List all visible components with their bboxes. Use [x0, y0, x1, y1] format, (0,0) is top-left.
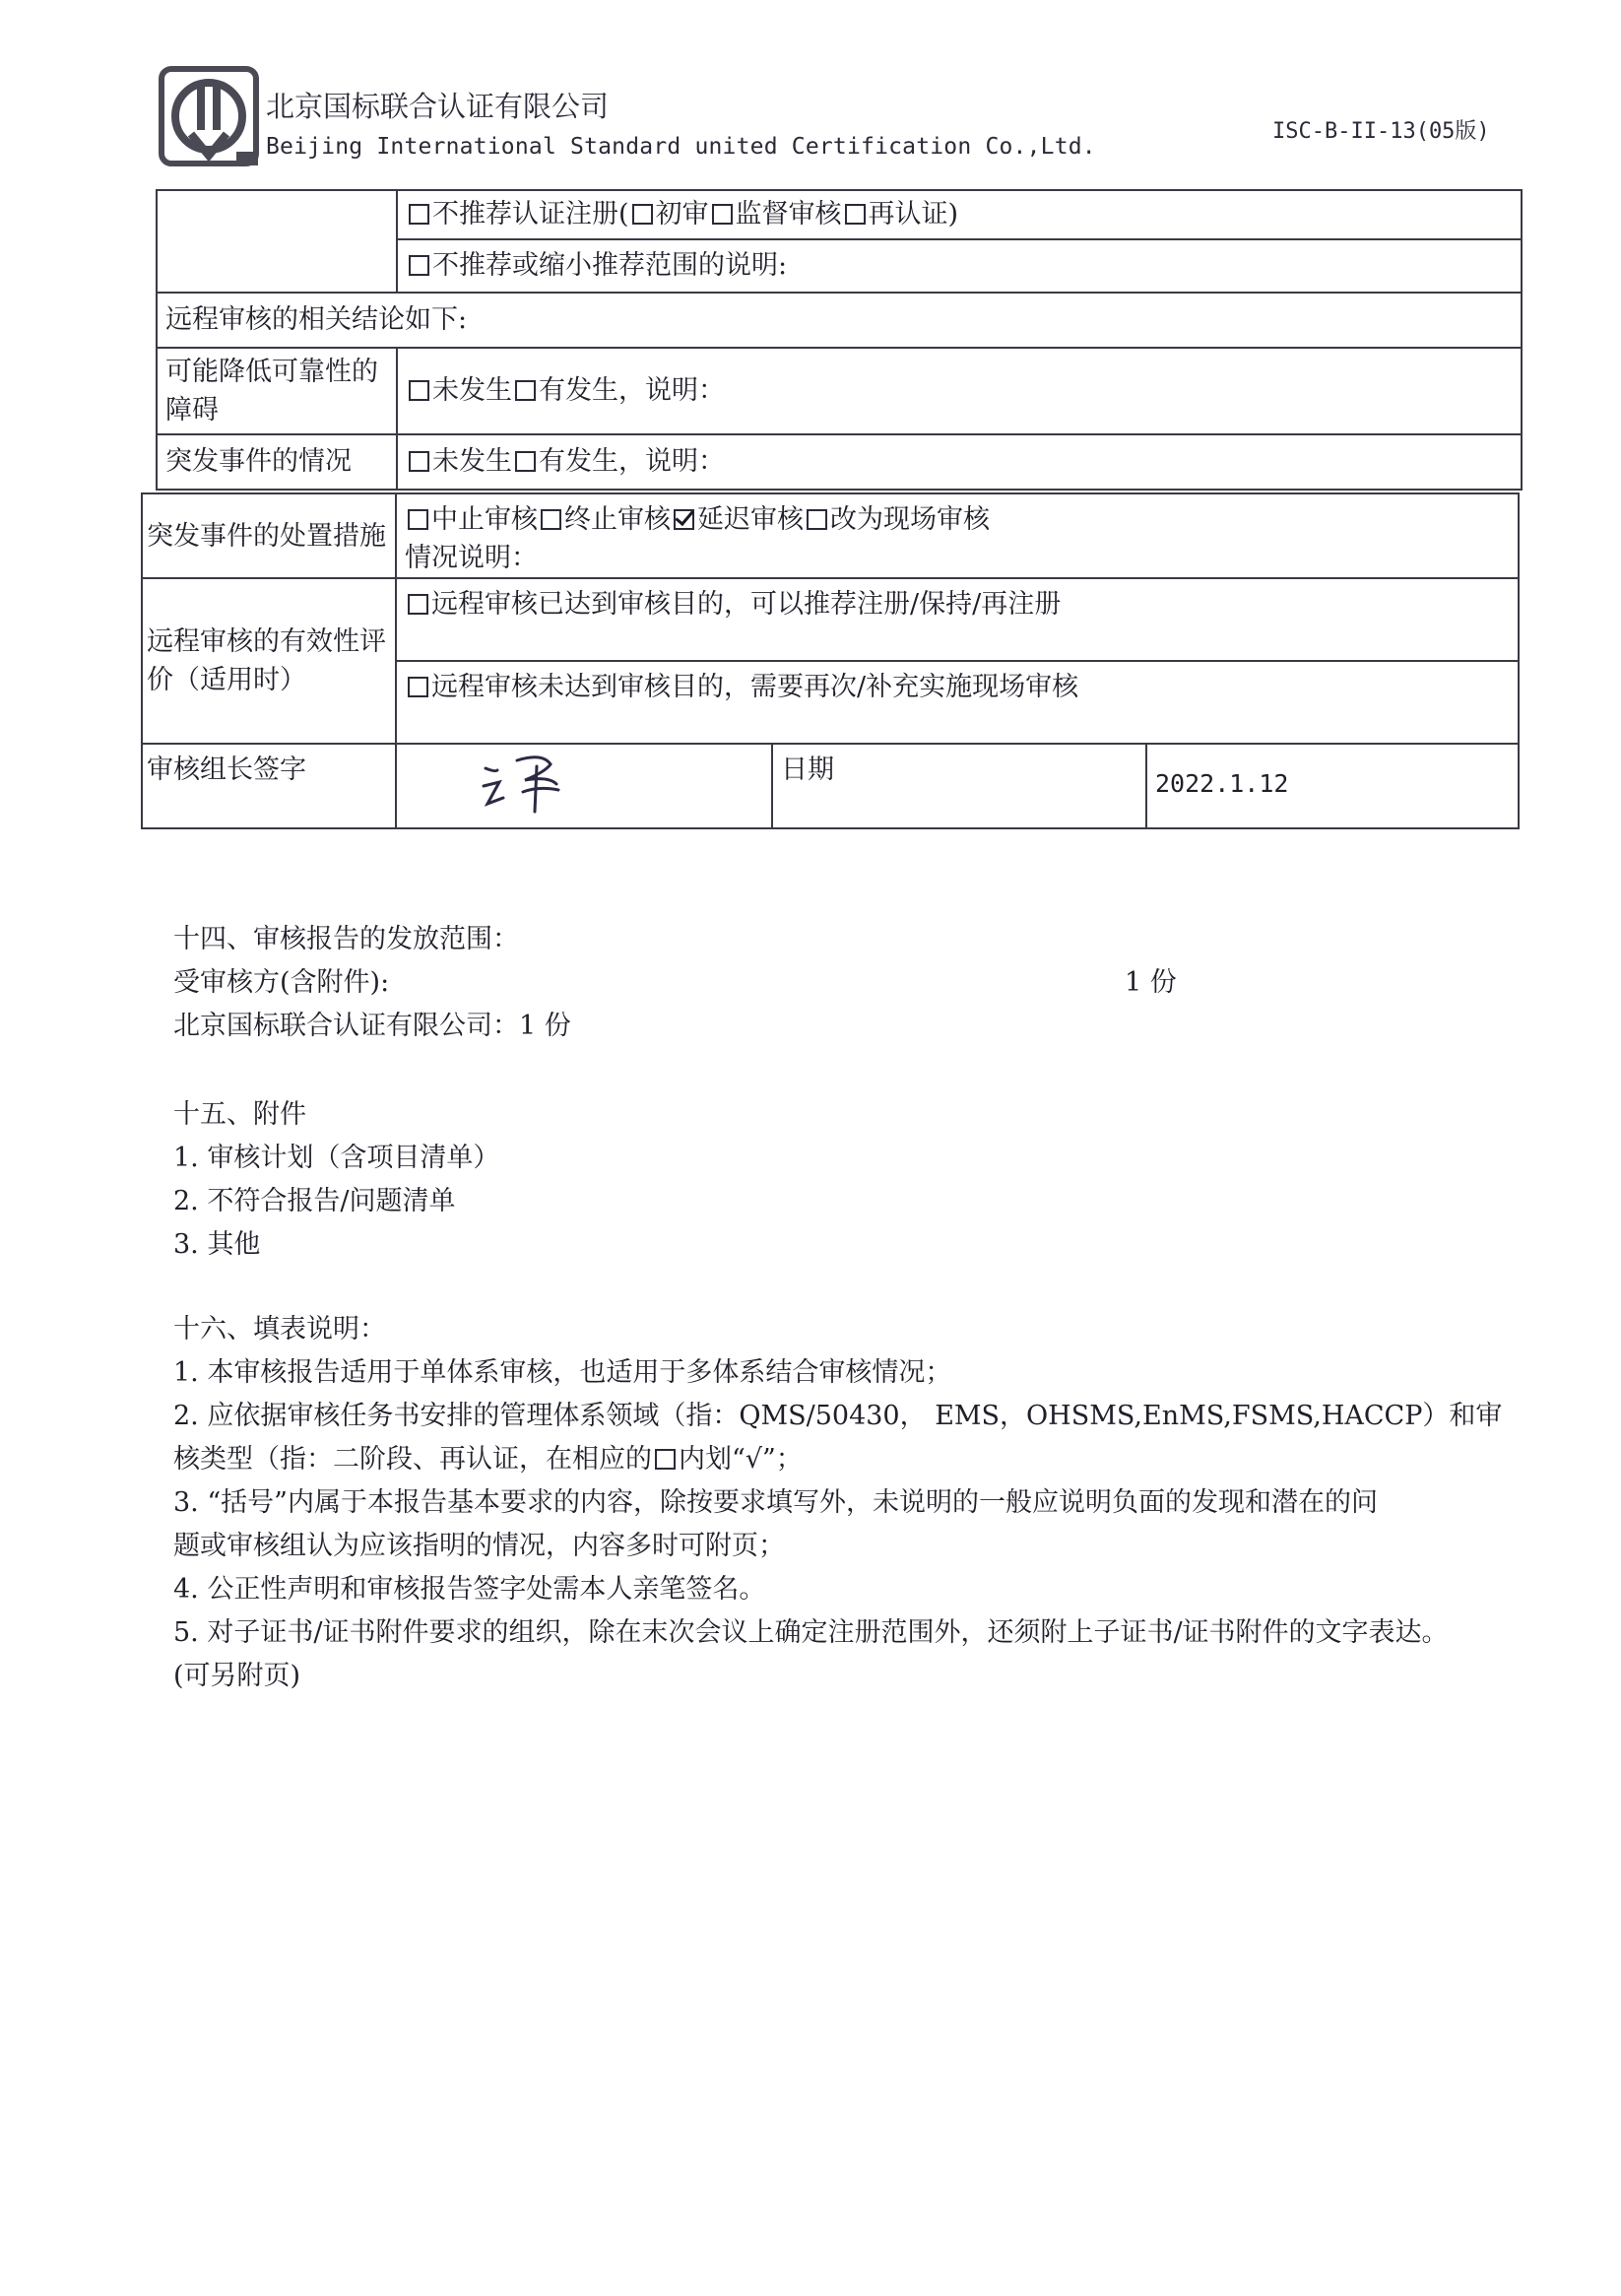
checkbox-icon[interactable] [515, 451, 536, 472]
obstacle-label: 可能降低可靠性的障碍 [157, 348, 397, 434]
emergency-options [397, 434, 1522, 490]
recommendation-table [156, 189, 1523, 491]
instruction-line: 2. 应依据审核任务书安排的管理体系领域（指：QMS/50430， EMS，OHSMS,EnMS,FSMS,HACCP）和审 [173, 1401, 1503, 1431]
checkbox-icon[interactable] [515, 380, 536, 401]
table-row [157, 190, 1522, 239]
section-15-title: 十五、附件 [173, 1099, 306, 1130]
table-row [142, 578, 1519, 661]
instruction-line [173, 1438, 1502, 1481]
distribution-line [173, 961, 1177, 1005]
checkbox-icon[interactable] [541, 509, 561, 530]
instruction-text: 核类型（指：二阶段、再认证，在相应的 [173, 1444, 652, 1475]
option-surveillance-audit: 监督审核 [735, 199, 842, 230]
validity-label: 远程审核的有效性评价（适用时） [142, 578, 396, 744]
table-row [157, 434, 1522, 490]
option-onsite-audit: 改为现场审核 [830, 504, 990, 535]
company-copies: 北京国标联合认证有限公司：1 份 [173, 1011, 571, 1041]
not-recommend-label: 不推荐认证注册( [432, 199, 629, 230]
option-initial-audit: 初审 [655, 199, 709, 230]
instruction-line: (可另附页) [173, 1661, 301, 1691]
remote-conclusion-heading: 远程审核的相关结论如下: [157, 293, 1522, 348]
table-row [157, 293, 1522, 348]
validity-not-achieved-label: 远程审核未达到审核目的，需要再次/补充实施现场审核 [431, 672, 1079, 703]
instruction-line: 5. 对子证书/证书附件要求的组织，除在末次会议上确定注册范围外，还须附上子证书/证书附件的文字表达。 [173, 1617, 1449, 1648]
checkbox-icon[interactable] [408, 594, 428, 615]
checkbox-icon[interactable] [409, 451, 429, 472]
leader-signature-label: 审核组长签字 [142, 744, 396, 828]
checkbox-icon[interactable] [408, 677, 428, 697]
date-label: 日期 [772, 744, 1146, 828]
option-suspend-audit: 中止审核 [431, 504, 538, 535]
table-row [142, 744, 1519, 828]
blank-cell [157, 190, 397, 293]
section-16-title: 十六、填表说明： [173, 1314, 386, 1345]
list-item: 1. 审核计划（含项目清单） [173, 1143, 500, 1173]
validity-achieved-label: 远程审核已达到审核目的，可以推荐注册/保持/再注册 [431, 589, 1062, 621]
not-recommend-cell [397, 190, 1522, 239]
table-row [142, 493, 1519, 578]
instruction-line: 题或审核组认为应该指明的情况，内容多时可附页； [173, 1531, 785, 1561]
section-14-title: 十四、审核报告的发放范围： [173, 924, 519, 954]
checkbox-icon[interactable] [409, 255, 429, 276]
disposal-label: 突发事件的处置措施 [142, 493, 396, 578]
option-not-occurred: 未发生 [432, 446, 512, 478]
checkbox-icon[interactable] [409, 204, 429, 225]
list-item: 2. 不符合报告/问题清单 [173, 1186, 456, 1216]
date-value: 2022.1.12 [1146, 744, 1519, 828]
option-occurred: 有发生，说明： [539, 375, 725, 407]
checkbox-icon[interactable] [807, 509, 827, 530]
scope-note-cell [397, 239, 1522, 293]
checked-checkbox-icon[interactable] [674, 509, 694, 530]
validity-option-not-achieved [396, 661, 1519, 744]
disposal-options [396, 493, 1519, 578]
auditee-copies: 1 份 [1125, 967, 1177, 998]
option-not-occurred: 未发生 [432, 375, 512, 407]
checkbox-icon[interactable] [408, 509, 428, 530]
list-item: 3. 其他 [173, 1229, 261, 1260]
auditee-label: 受审核方(含附件): [173, 967, 390, 998]
section-14 [173, 918, 1177, 1048]
checkbox-icon[interactable] [632, 204, 653, 225]
leader-signature-cell [396, 744, 772, 828]
company-name-en: Beijing International Standard united Certification Co.,Ltd. [266, 134, 1096, 160]
company-name-cn: 北京国标联合认证有限公司 [266, 90, 610, 123]
checkbox-icon[interactable] [409, 380, 429, 401]
section-16 [173, 1308, 1502, 1698]
option-recertification: 再认证) [868, 199, 959, 230]
instruction-line: 4. 公正性声明和审核报告签字处需本人亲笔签名。 [173, 1574, 766, 1605]
handwritten-signature [474, 747, 582, 816]
obstacle-options [397, 348, 1522, 434]
instruction-line: 3. “括号”内属于本报告基本要求的内容，除按要求填写外，未说明的一般应说明负面的发现和潜在的问 [173, 1487, 1378, 1518]
checkbox-icon[interactable] [845, 204, 866, 225]
emergency-label: 突发事件的情况 [157, 434, 397, 490]
table-row [157, 348, 1522, 434]
checkbox-icon [655, 1449, 676, 1470]
instruction-text: 内划“√”； [679, 1444, 803, 1475]
document-code: ISC-B-II-13(05版) [1272, 119, 1490, 144]
validity-option-achieved [396, 578, 1519, 661]
option-delay-audit: 延迟审核 [697, 504, 804, 535]
company-logo [158, 65, 260, 167]
scope-note-label: 不推荐或缩小推荐范围的说明: [432, 250, 788, 282]
remote-audit-table [141, 492, 1520, 829]
option-terminate-audit: 终止审核 [564, 504, 671, 535]
option-occurred: 有发生，说明： [539, 446, 725, 478]
section-15 [173, 1093, 499, 1267]
checkbox-icon[interactable] [712, 204, 733, 225]
disposal-note: 情况说明： [405, 543, 538, 574]
instruction-line: 1. 本审核报告适用于单体系审核，也适用于多体系结合审核情况； [173, 1357, 952, 1388]
